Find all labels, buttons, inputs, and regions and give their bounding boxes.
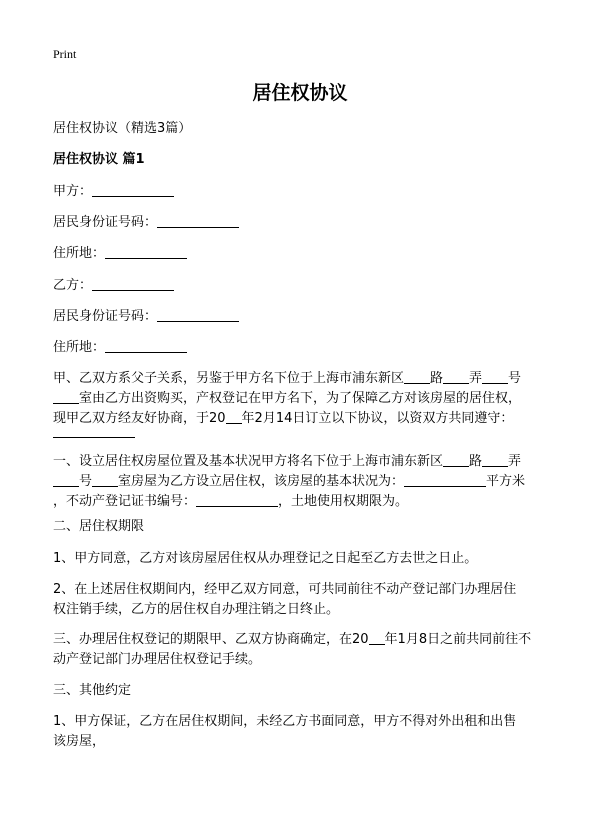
- party-b-id-blank: [157, 307, 239, 322]
- party-b-id-field: [53, 307, 239, 327]
- property-room-blank: [92, 472, 118, 487]
- party-b-label: 乙方：: [53, 278, 93, 293]
- property-text-3: ，不动产登记证书编号：: [53, 494, 197, 509]
- registration-text-3: 动产登记部门办理居住权登记手续。: [53, 652, 262, 667]
- document-title: 居住权协议: [252, 82, 348, 104]
- party-b-address-field: [53, 338, 187, 358]
- number-label: 号: [508, 371, 522, 386]
- property-text-2: 室房屋为乙方设立居住权，该房屋的基本状况为：: [118, 474, 405, 489]
- certificate-blank: [196, 492, 278, 507]
- section-heading: 居住权协议 篇1: [53, 152, 145, 167]
- paragraph-term-2: [53, 580, 553, 620]
- property-road-blank: [443, 452, 469, 467]
- party-a-id-field: [53, 213, 239, 233]
- paragraph-preamble: [53, 369, 553, 429]
- preamble-text-3: 现甲乙双方经友好协商，于20: [53, 411, 226, 426]
- property-lane-label: 弄: [508, 454, 522, 469]
- heading-other: 三、其他约定: [53, 683, 132, 698]
- property-number-blank: [53, 472, 79, 487]
- party-a-address-field: [53, 244, 187, 264]
- print-label: Print: [53, 47, 77, 61]
- party-a-label: 甲方：: [53, 184, 93, 199]
- registration-year-blank: [369, 630, 385, 645]
- party-a-address-label: 住所地：: [53, 246, 106, 261]
- lane-blank: [443, 369, 469, 384]
- room-blank: [53, 389, 79, 404]
- party-b-id-label: 居民身份证号码：: [53, 309, 158, 324]
- registration-text-1: 三、办理居住权登记的期限甲、乙双方协商确定，在20: [53, 632, 369, 647]
- party-a-field: [53, 182, 174, 202]
- area-unit: 平方米: [486, 474, 526, 489]
- paragraph-other-1: [53, 712, 553, 752]
- preamble-text-4: 年2月14日订立以下协议，以资双方共同遵守：: [241, 411, 514, 426]
- other-1-line-2: 该房屋，: [53, 734, 106, 749]
- property-text-4: ，土地使用权期限为。: [278, 494, 409, 509]
- paragraph-term-1: 1、甲方同意，乙方对该房屋居住权从办理登记之日起至乙方去世之日止。: [53, 551, 478, 566]
- signature-blank: [53, 437, 135, 438]
- party-a-blank: [92, 182, 174, 197]
- road-label: 路: [430, 371, 444, 386]
- property-road-label: 路: [469, 454, 483, 469]
- year-blank: [226, 409, 242, 424]
- party-a-id-blank: [157, 213, 239, 228]
- preamble-text-1: 甲、乙双方系父子关系，另鉴于甲方名下位于上海市浦东新区: [53, 371, 405, 386]
- party-b-field: [53, 276, 174, 296]
- party-a-id-label: 居民身份证号码：: [53, 215, 158, 230]
- lane-label: 弄: [469, 371, 483, 386]
- number-blank: [482, 369, 508, 384]
- paragraph-property: [53, 452, 553, 512]
- paragraph-registration: [53, 630, 553, 670]
- document-subtitle: 居住权协议（精选3篇）: [53, 121, 192, 136]
- party-b-address-label: 住所地：: [53, 340, 106, 355]
- road-blank: [404, 369, 430, 384]
- term-2-line-2: 权注销手续，乙方的居住权自办理注销之日终止。: [53, 602, 340, 617]
- other-1-line-1: 1、甲方保证，乙方在居住权期间，未经乙方书面同意，甲方不得对外出租和出售: [53, 714, 517, 729]
- preamble-text-2: 室由乙方出资购买，产权登记在甲方名下，为了保障乙方对该房屋的居住权，: [79, 391, 522, 406]
- party-b-address-blank: [105, 338, 187, 353]
- property-text-1: 一、设立居住权房屋位置及基本状况甲方将名下位于上海市浦东新区: [53, 454, 444, 469]
- property-number-label: 号: [79, 474, 93, 489]
- party-a-address-blank: [105, 244, 187, 259]
- heading-term: 二、居住权期限: [53, 519, 145, 534]
- area-blank: [404, 472, 486, 487]
- party-b-blank: [92, 276, 174, 291]
- registration-text-2: 年1月8日之前共同前往不: [384, 632, 532, 647]
- term-2-line-1: 2、在上述居住权期间内，经甲乙双方同意，可共同前往不动产登记部门办理居住: [53, 582, 517, 597]
- property-lane-blank: [482, 452, 508, 467]
